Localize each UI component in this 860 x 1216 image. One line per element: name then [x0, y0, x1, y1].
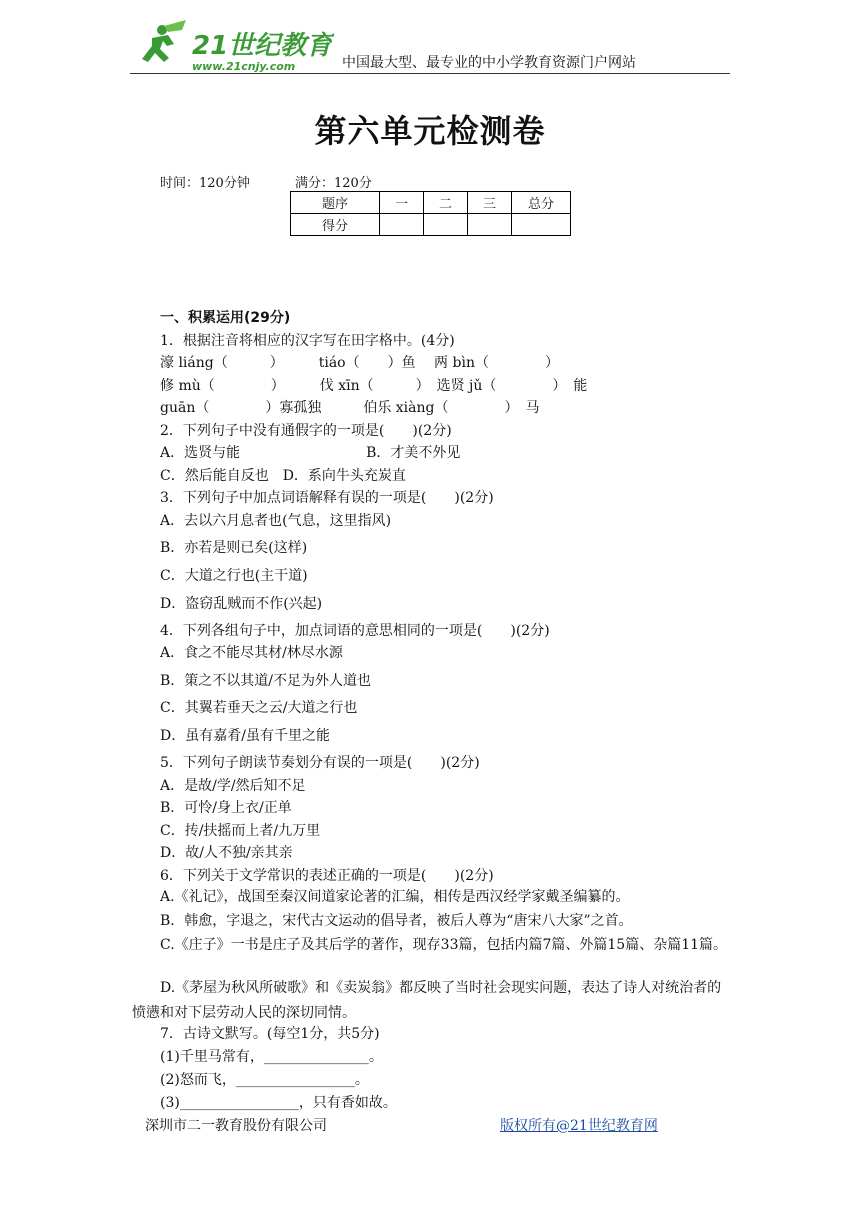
- pinyin-line: 修 mù（ ） 伐 xīn（ ） 选贤 jǔ（ ） 能: [160, 378, 588, 394]
- option: D．虽有嘉肴/虽有千里之能: [160, 728, 330, 744]
- option: A．选贤与能 B．才美不外见: [160, 445, 461, 461]
- fill-blank-item: (2)怒而飞，_________________。: [160, 1072, 369, 1088]
- fill-blank-item: (1)千里马常有，_______________。: [160, 1049, 383, 1065]
- option: C.《庄子》一书是庄子及其后学的著作，现存33篇，包括内篇7篇、外篇15篇、杂篇11篇。: [160, 937, 728, 953]
- exam-full-score: 满分：120分: [295, 176, 372, 191]
- pinyin-line: guān（ ）寡孤独 伯乐 xiàng（ ） 马: [160, 400, 540, 416]
- option: B．策之不以其道/不足为外人道也: [160, 673, 372, 689]
- score-table-header: 一: [380, 192, 424, 214]
- svg-text:www.21cnjy.com: www.21cnjy.com: [192, 60, 296, 73]
- score-cell[interactable]: [380, 214, 424, 236]
- option: C．大道之行也(主干道): [160, 568, 308, 584]
- exam-time: 时间：120分钟: [160, 176, 250, 191]
- score-cell[interactable]: [512, 214, 571, 236]
- option: A．食之不能尽其材/林尽水源: [160, 645, 343, 661]
- option: C．抟/扶摇而上者/九万里: [160, 823, 321, 839]
- option: C．其翼若垂天之云/大道之行也: [160, 700, 358, 716]
- score-table-header: 题序: [291, 192, 380, 214]
- pinyin-line: 濠 liáng（ ） tiáo（ ）鱼 两 bìn（ ）: [160, 355, 559, 371]
- question-stem: 4．下列各组句子中，加点词语的意思相同的一项是( )(2分): [160, 623, 550, 639]
- option: A．是故/学/然后知不足: [160, 778, 306, 794]
- score-table-header: 总分: [512, 192, 571, 214]
- option: D．盗窃乱贼而不作(兴起): [160, 596, 323, 612]
- question-stem: 1．根据注音将相应的汉字写在田字格中。(4分): [160, 333, 455, 349]
- header-divider: [130, 73, 730, 74]
- footer-company: 深圳市二一教育股份有限公司: [145, 1118, 327, 1134]
- score-row-label: 得分: [291, 214, 380, 236]
- footer-copyright-link[interactable]: 版权所有@21世纪教育网: [500, 1118, 658, 1134]
- option: A．去以六月息者也(气息，这里指风): [160, 513, 392, 529]
- question-stem: 3．下列句子中加点词语解释有误的一项是( )(2分): [160, 490, 494, 506]
- option: B．可怜/身上衣/正单: [160, 800, 292, 816]
- score-cell[interactable]: [468, 214, 512, 236]
- option: B．韩愈，字退之，宋代古文运动的倡导者，被后人尊为“唐宋八大家”之首。: [160, 913, 633, 929]
- option: D.《茅屋为秋风所破歌》和《卖炭翁》都反映了当时社会现实问题，表达了诗人对统治者的愤懑和对下层劳动人民的深切同情。: [132, 980, 722, 1021]
- section-heading: 一、积累运用(29分): [160, 310, 291, 326]
- question-stem: 6．下列关于文学常识的表述正确的一项是( )(2分): [160, 868, 494, 884]
- score-cell[interactable]: [424, 214, 468, 236]
- score-table-header: 二: [424, 192, 468, 214]
- question-stem: 2．下列句子中没有通假字的一项是( )(2分): [160, 423, 452, 439]
- page-title: 第六单元检测卷: [314, 112, 546, 150]
- option: B．亦若是则已矣(这样): [160, 540, 308, 556]
- site-slogan: 中国最大型、最专业的中小学教育资源门户网站: [342, 55, 636, 71]
- site-logo: [134, 18, 334, 74]
- svg-text:21世纪教育: 21世纪教育: [192, 31, 333, 61]
- score-table-header: 三: [468, 192, 512, 214]
- score-table: [290, 191, 571, 236]
- option: D．故/人不独/亲其亲: [160, 845, 293, 861]
- option: C．然后能自反也 D．系向牛头充炭直: [160, 468, 406, 484]
- fill-blank-item: (3)_________________，只有香如故。: [160, 1095, 397, 1111]
- question-stem: 5．下列句子朗读节奏划分有误的一项是( )(2分): [160, 755, 480, 771]
- question-stem: 7．古诗文默写。(每空1分，共5分): [160, 1026, 380, 1042]
- option: A.《礼记》，战国至秦汉间道家论著的汇编，相传是西汉经学家戴圣编纂的。: [160, 889, 630, 905]
